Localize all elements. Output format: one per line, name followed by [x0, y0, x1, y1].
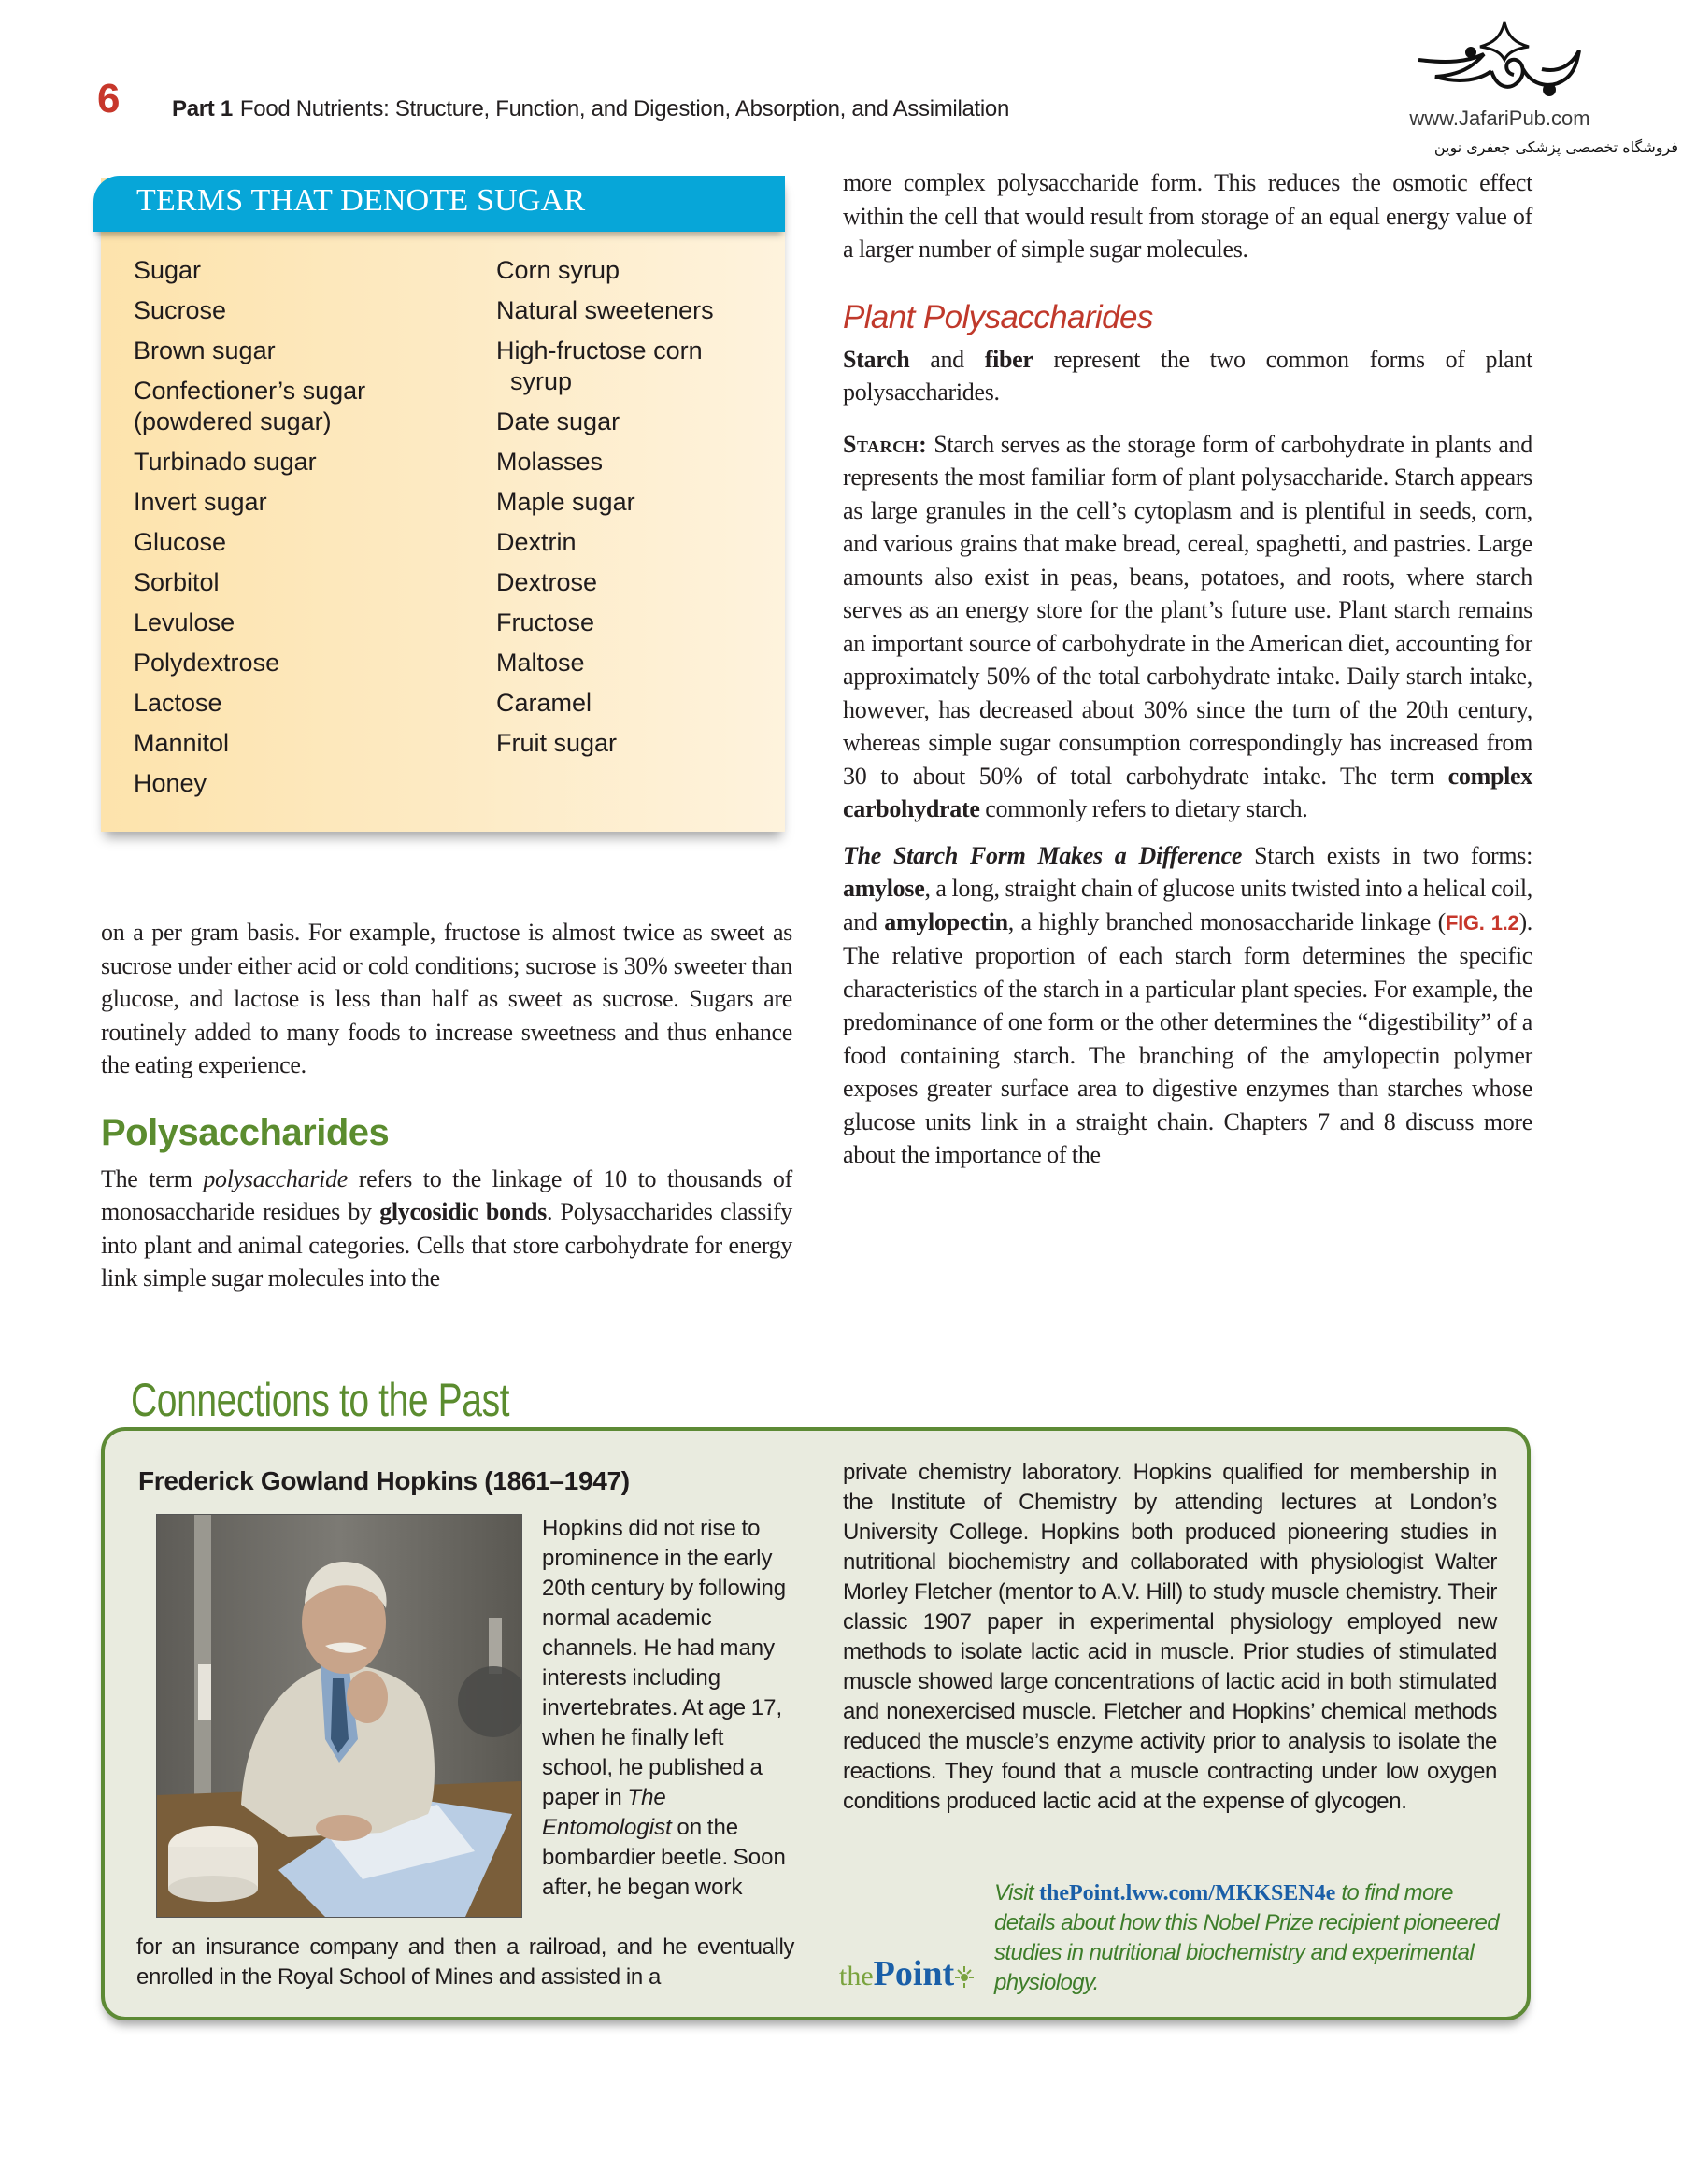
text-run: commonly refers to dietary starch.: [979, 795, 1308, 822]
sugar-term-line: (powdered sugar): [134, 407, 332, 435]
sugar-term: Sorbitol: [134, 568, 220, 596]
sugar-term: Sucrose: [134, 296, 227, 324]
text-run: . Polysaccharides classify into plant and animal categories. Cells that store carbohydrate for energy link simple sugar molecules into the: [101, 1198, 792, 1292]
sugar-term: Date sugar: [496, 407, 620, 435]
sugar-term: [496, 331, 777, 402]
page-number: 6: [97, 76, 121, 121]
sparkle-icon: [954, 1964, 975, 1989]
text-run: Starch serves as the storage form of carbohydrate in plants and represents the most familiar form of plant polysaccharide. Starch appears as large granules in the cell’s cytoplasm and is plentiful in seeds, corn, and various grains that make bread, cereal, spaghetti, and pastries. Large amounts also exist in peas, beans, potatoes, and roots, where starch serves as an energy store for the plant’s future use. Plant starch remains an important source of carbohydrate in the American diet, accounting for approximately 50% of the total carbohydrate intake. Daily starch intake, however, has decreased about 30% since the turn of the 20th century, whereas simple sugar consumption correspondingly has increased from 30 to about 50% of total carbohydrate intake. The term: [843, 430, 1532, 790]
thepoint-logo: [839, 1953, 975, 1997]
logo-point: Point: [873, 1954, 955, 1993]
sugar-term-line: syrup: [510, 367, 573, 395]
key-term: amylopectin: [884, 907, 1008, 935]
journal-title: The Entomologist: [542, 1785, 672, 1840]
sugar-term: Natural sweeteners: [496, 296, 714, 324]
key-term: fiber: [984, 345, 1033, 373]
sugar-term: Maltose: [496, 649, 585, 677]
starch-label: Starch:: [843, 430, 928, 458]
watermark-url: www.JafariPub.com: [1409, 107, 1590, 130]
subheading-plant-polysaccharides: Plant Polysaccharides: [843, 298, 1153, 335]
paragraph-starch: [843, 428, 1532, 826]
sugar-term: Invert sugar: [134, 488, 267, 516]
connections-section-title: Connections to the Past: [131, 1374, 510, 1426]
sugar-term: Sugar: [134, 256, 202, 284]
watermark-tagline: فروشگاه تخصصی پزشکی جعفری نوین: [1433, 138, 1678, 156]
figure-reference-link[interactable]: FIG. 1.2: [1445, 910, 1519, 935]
left-column: [101, 916, 792, 1295]
sugar-term: Lactose: [134, 689, 222, 717]
biography-name: Frederick Gowland Hopkins (1861–1947): [138, 1466, 630, 1495]
biography-text-right: private chemistry laboratory. Hopkins qualified for membership in the Institute of Chemistry by attending lectures at London’s University College. Hopkins both produced pioneering studies in nutritional biochemistry and collaborated with physiologist Walter Morley Fletcher (mentor to A.V. Hill) to study muscle chemistry. Their classic 1907 paper in experimental physiology employed new methods to isolate lactic acid in muscle. Prior studies of stimulated muscle showed large concentrations of lactic acid in both stimulated and nonexercised muscle. Fletcher and Hopkins’ chemical methods reduced the muscle’s enzyme activity prior to analysis to isolate the reactions. They found that a muscle contracting under low oxygen conditions produced lactic acid at the expense of glycogen.: [843, 1460, 1497, 1814]
sugar-term: Polydextrose: [134, 649, 280, 677]
term-italic: polysaccharide: [203, 1164, 349, 1192]
text-run: Hopkins did not rise to prominence in the early 20th century by following normal academic channels. He had many interests including invertebrates. At age 17, when he finally left school, he published a paper in: [542, 1516, 787, 1810]
text-run: , a long, straight chain of glucose units twisted into a helical coil, and: [843, 875, 1532, 935]
sugar-term: Maple sugar: [496, 488, 635, 516]
text-run: and: [909, 345, 985, 373]
sugar-term: [134, 371, 479, 442]
sugar-term-line: High-fructose corn: [496, 336, 703, 364]
thepoint-url-link[interactable]: thePoint.lww.com/MKKSEN4e: [1038, 1881, 1336, 1906]
sugar-term: Caramel: [496, 689, 592, 717]
portrait-image: [156, 1514, 522, 1918]
jafaripub-logo-icon: [1411, 13, 1589, 107]
portrait-illustration-icon: [157, 1515, 521, 1917]
biography-text-wide: for an insurance company and then a railroad, and he eventually enrolled in the Royal School of Mines and assisted in a: [136, 1934, 794, 1990]
sugar-term: Glucose: [134, 528, 227, 556]
sugar-term: Brown sugar: [134, 336, 276, 364]
paragraph-sweetness: on a per gram basis. For example, fructose is almost twice as sweet as sucrose under either acid or cold conditions; sucrose is 30% sweeter than glucose, and lactose is less than half as sweet as sucrose. Sugars are routinely added to many foods to increase sweetness and thus enhance the eating experience.: [101, 919, 792, 1078]
sugar-box-title: TERMS THAT DENOTE SUGAR: [136, 183, 586, 218]
right-column: [843, 166, 1532, 1172]
sugar-terms-left-column: [134, 250, 479, 804]
text-run: on the bombardier beetle. Soon after, he began work: [542, 1815, 786, 1900]
biography-text-narrow: [542, 1514, 792, 1903]
paragraph-osmotic: more complex polysaccharide form. This reduces the osmotic effect within the cell that would result from storage of an equal energy value of a larger number of simple sugar molecules.: [843, 169, 1532, 263]
paragraph-starch-form: [843, 839, 1532, 1172]
text-run: ). The relative proportion of each starch form determines the specific characteristics of the starch in a particular plant species. For example, the predominance of one form or the other determines the “digestibility” of a food containing starch. The branching of the amylopectin polymer exposes greater surface area to digestive enzymes than starches whose glucose units link in a straight chain. Chapters 7 and 8 discuss more about the importance of the: [843, 907, 1532, 1168]
paragraph-polysaccharide-definition: [101, 1163, 792, 1295]
sugar-term: Molasses: [496, 448, 604, 476]
sugar-term: Corn syrup: [496, 256, 620, 284]
text-run: The term: [101, 1164, 204, 1192]
part-label: Part 1: [172, 96, 233, 121]
sugar-term-line: Confectioner’s sugar: [134, 377, 366, 405]
text-run: Visit: [994, 1880, 1039, 1906]
visit-callout: [994, 1878, 1518, 1998]
run-in-heading: The Starch Form Makes a Difference: [843, 841, 1243, 869]
key-term: complex carbohydrate: [843, 762, 1532, 822]
key-term: Starch: [843, 345, 910, 373]
paragraph-plant-forms: [843, 343, 1532, 409]
watermark-logo: [1383, 13, 1617, 131]
text-run: represent the two common forms of plant polysaccharides.: [843, 345, 1532, 406]
section-heading-polysaccharides: Polysaccharides: [101, 1111, 390, 1153]
logo-the: the: [839, 1961, 874, 1991]
sugar-term: Fruit sugar: [496, 729, 618, 757]
sugar-term: Dextrin: [496, 528, 577, 556]
key-term: amylose: [843, 875, 925, 902]
sugar-term: Dextrose: [496, 568, 598, 596]
text-run: Starch exists in two forms:: [1242, 841, 1532, 869]
text-run: refers to the linkage of 10 to thousands of monosaccharide residues by: [101, 1164, 792, 1225]
sugar-terms-right-column: [496, 250, 777, 764]
text-run: to find more details about how this Nobel Prize recipient pioneered studies in nutritional biochemistry and experimental physiology.: [994, 1880, 1499, 1995]
key-term: glycosidic bonds: [379, 1198, 547, 1225]
part-title: Food Nutrients: Structure, Function, and Digestion, Absorption, and Assimilation: [239, 96, 1010, 121]
running-head: [172, 96, 1009, 122]
text-run: , a highly branched monosaccharide linkage (: [1007, 907, 1446, 935]
sugar-term: Turbinado sugar: [134, 448, 317, 476]
sugar-term: Mannitol: [134, 729, 230, 757]
sugar-term: Fructose: [496, 608, 595, 636]
sugar-term: Honey: [134, 769, 207, 797]
sugar-term: Levulose: [134, 608, 235, 636]
